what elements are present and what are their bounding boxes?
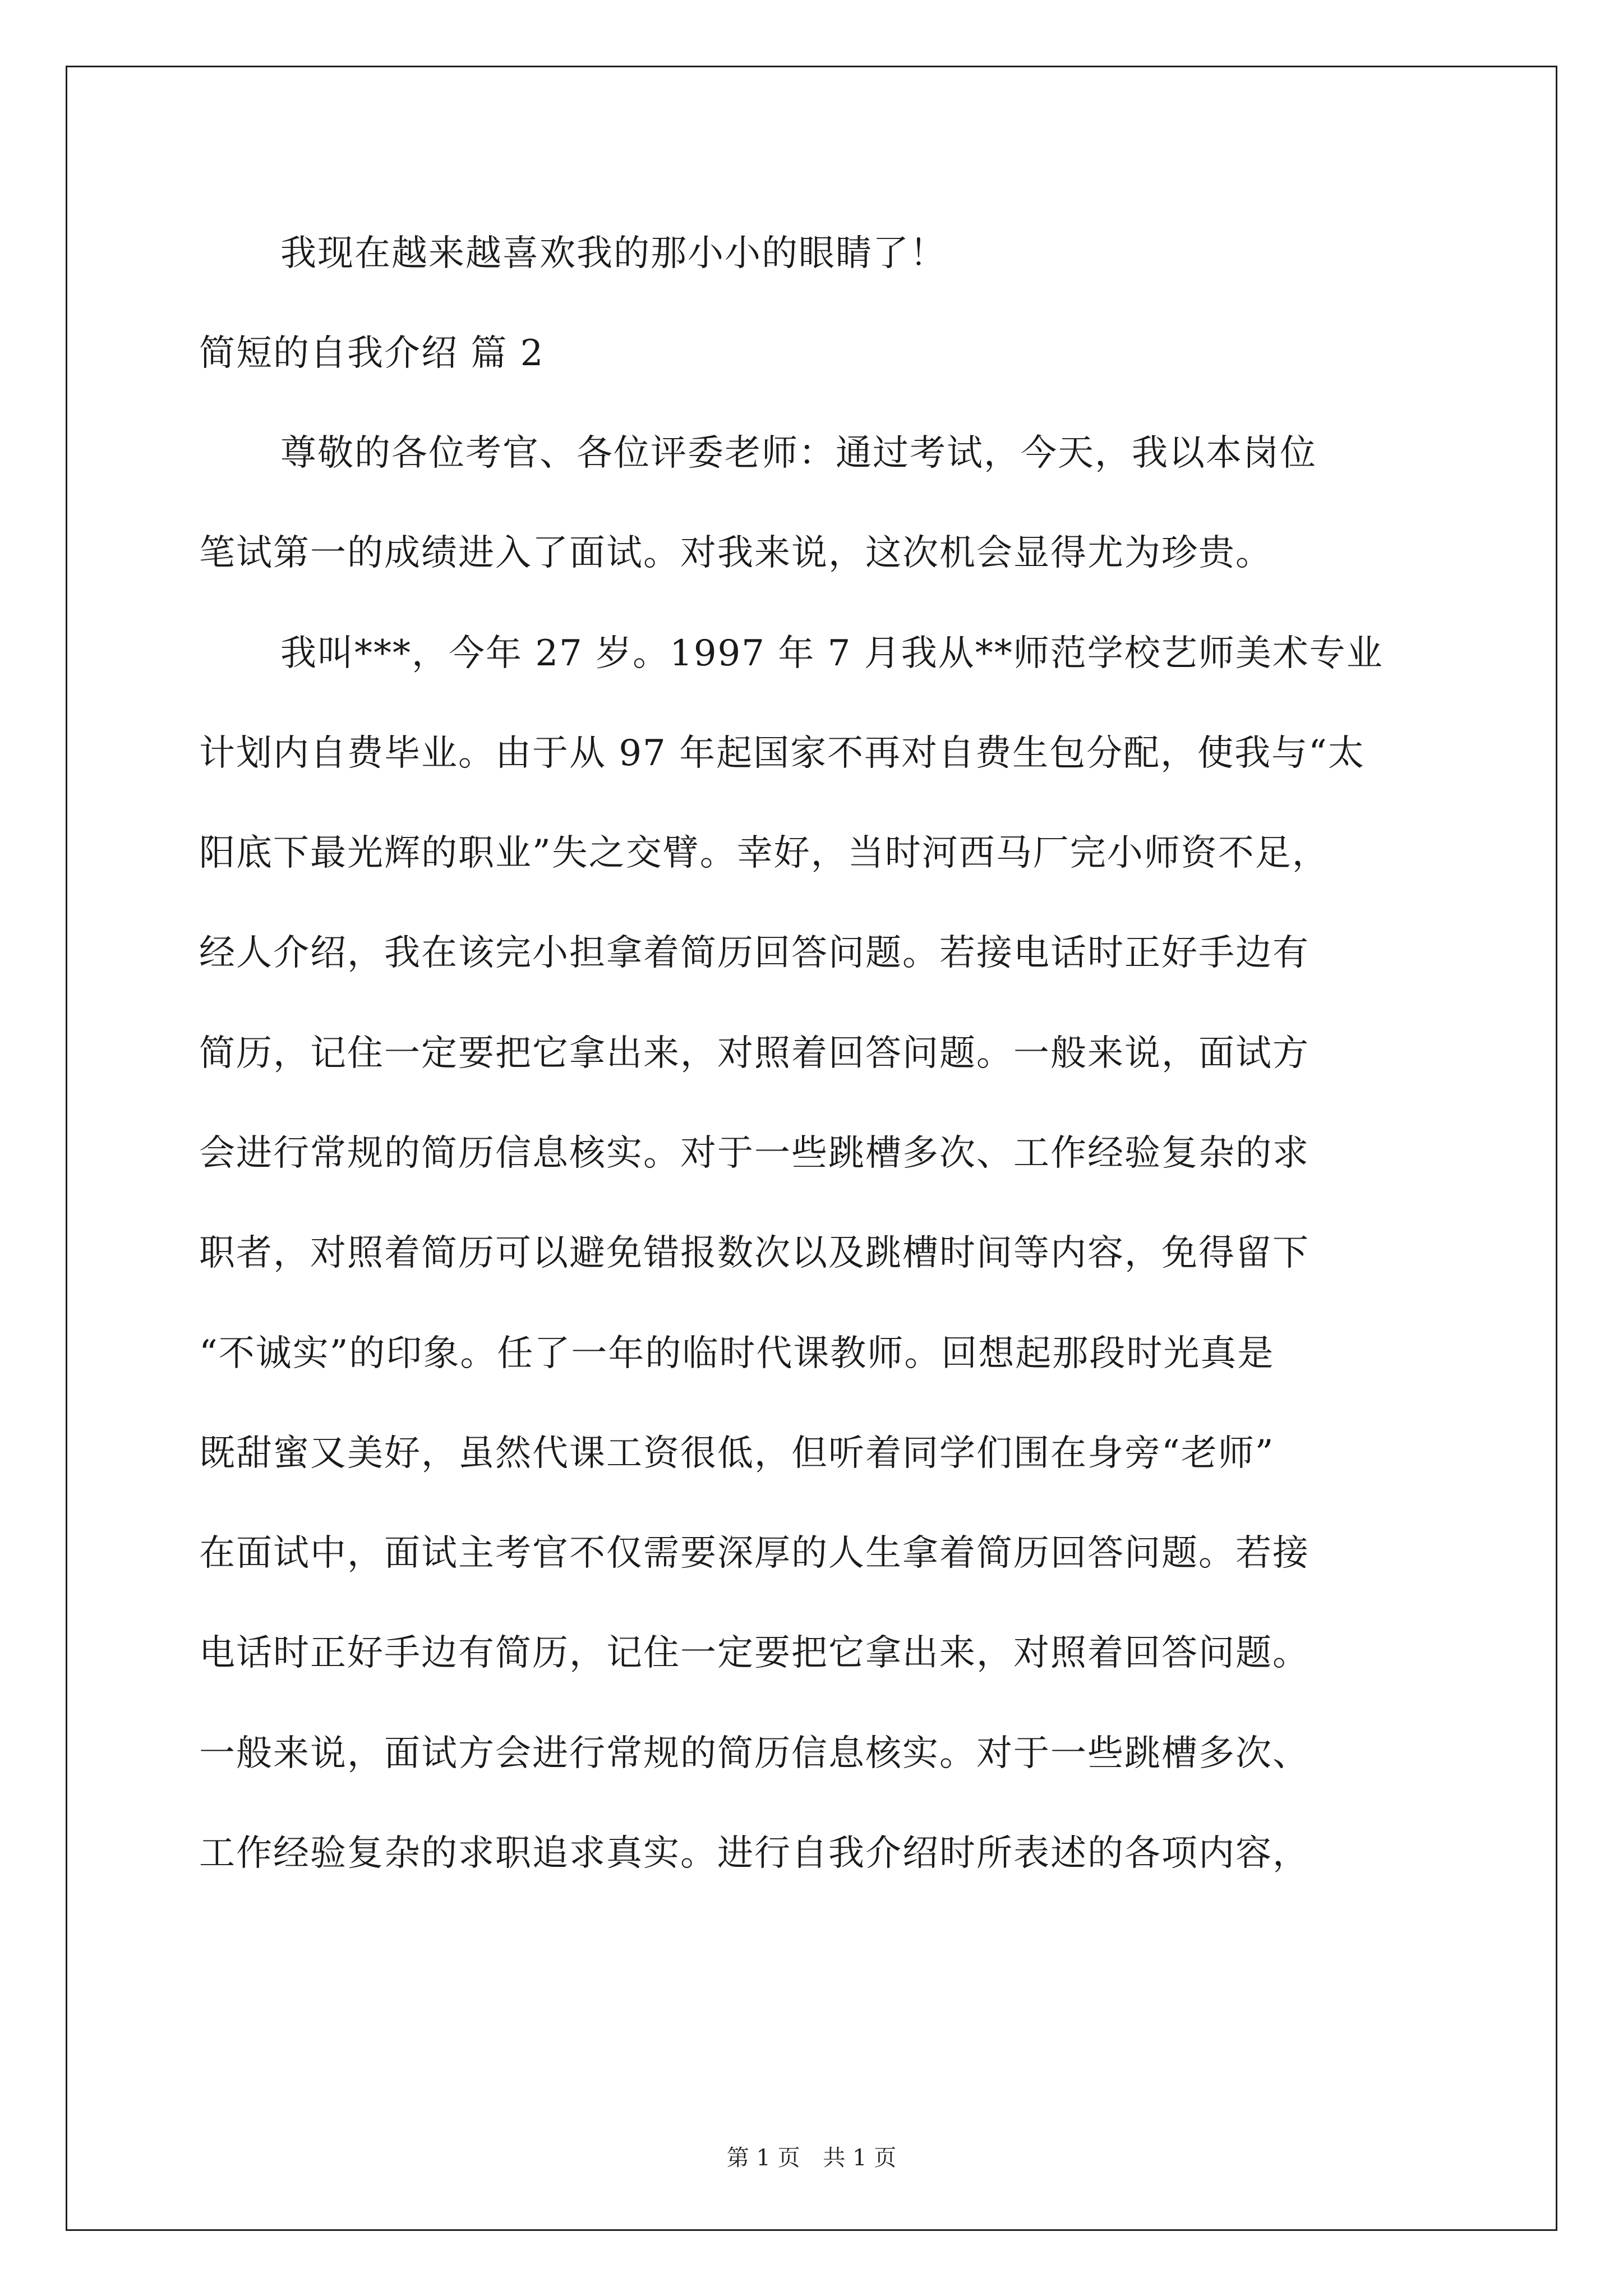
paragraph-line: 电话时正好手边有简历，记住一定要把它拿出来，对照着回答问题。 (199, 1632, 1310, 1674)
paragraph-line: 尊敬的各位考官、各位评委老师：通过考试，今天，我以本岗位 (280, 432, 1317, 474)
paragraph-line: 工作经验复杂的求职追求真实。进行自我介绍时所表述的各项内容， (199, 1833, 1310, 1874)
paragraph-line: 计划内自费毕业。由于从 97 年起国家不再对自费生包分配，使我与“太 (199, 733, 1365, 774)
paragraph-line: 我现在越来越喜欢我的那小小的眼睛了！ (280, 233, 947, 274)
page-number: 第 1 页 (726, 2145, 800, 2171)
paragraph-line: 职者，对照着简历可以避免错报数次以及跳槽时间等内容，免得留下 (199, 1232, 1310, 1274)
paragraph-line: 经人介绍，我在该完小担拿着简历回答问题。若接电话时正好手边有 (199, 932, 1310, 974)
paragraph-line: 笔试第一的成绩进入了面试。对我来说，这次机会显得尤为珍贵。 (199, 532, 1272, 574)
paragraph-line: 在面试中，面试主考官不仅需要深厚的人生拿着简历回答问题。若接 (199, 1533, 1310, 1574)
paragraph-line: 会进行常规的简历信息核实。对于一些跳槽多次、工作经验复杂的求 (199, 1133, 1310, 1174)
paragraph-line: 一般来说，面试方会进行常规的简历信息核实。对于一些跳槽多次、 (199, 1733, 1310, 1774)
page-footer (0, 2144, 1623, 2172)
section-heading: 简短的自我介绍 篇 2 (199, 333, 545, 374)
page-total: 共 1 页 (823, 2145, 897, 2171)
paragraph-line: “不诚实”的印象。任了一年的临时代课教师。回想起那段时光真是 (199, 1333, 1275, 1374)
paragraph-line: 既甜蜜又美好，虽然代课工资很低，但听着同学们围在身旁“老师” (199, 1433, 1275, 1474)
paragraph-line: 简历，记住一定要把它拿出来，对照着回答问题。一般来说，面试方 (199, 1033, 1310, 1074)
paragraph-line: 我叫***，今年 27 岁。1997 年 7 月我从**师范学校艺师美术专业 (280, 633, 1384, 674)
paragraph-line: 阳底下最光辉的职业”失之交臂。幸好，当时河西马厂完小师资不足， (199, 832, 1329, 874)
